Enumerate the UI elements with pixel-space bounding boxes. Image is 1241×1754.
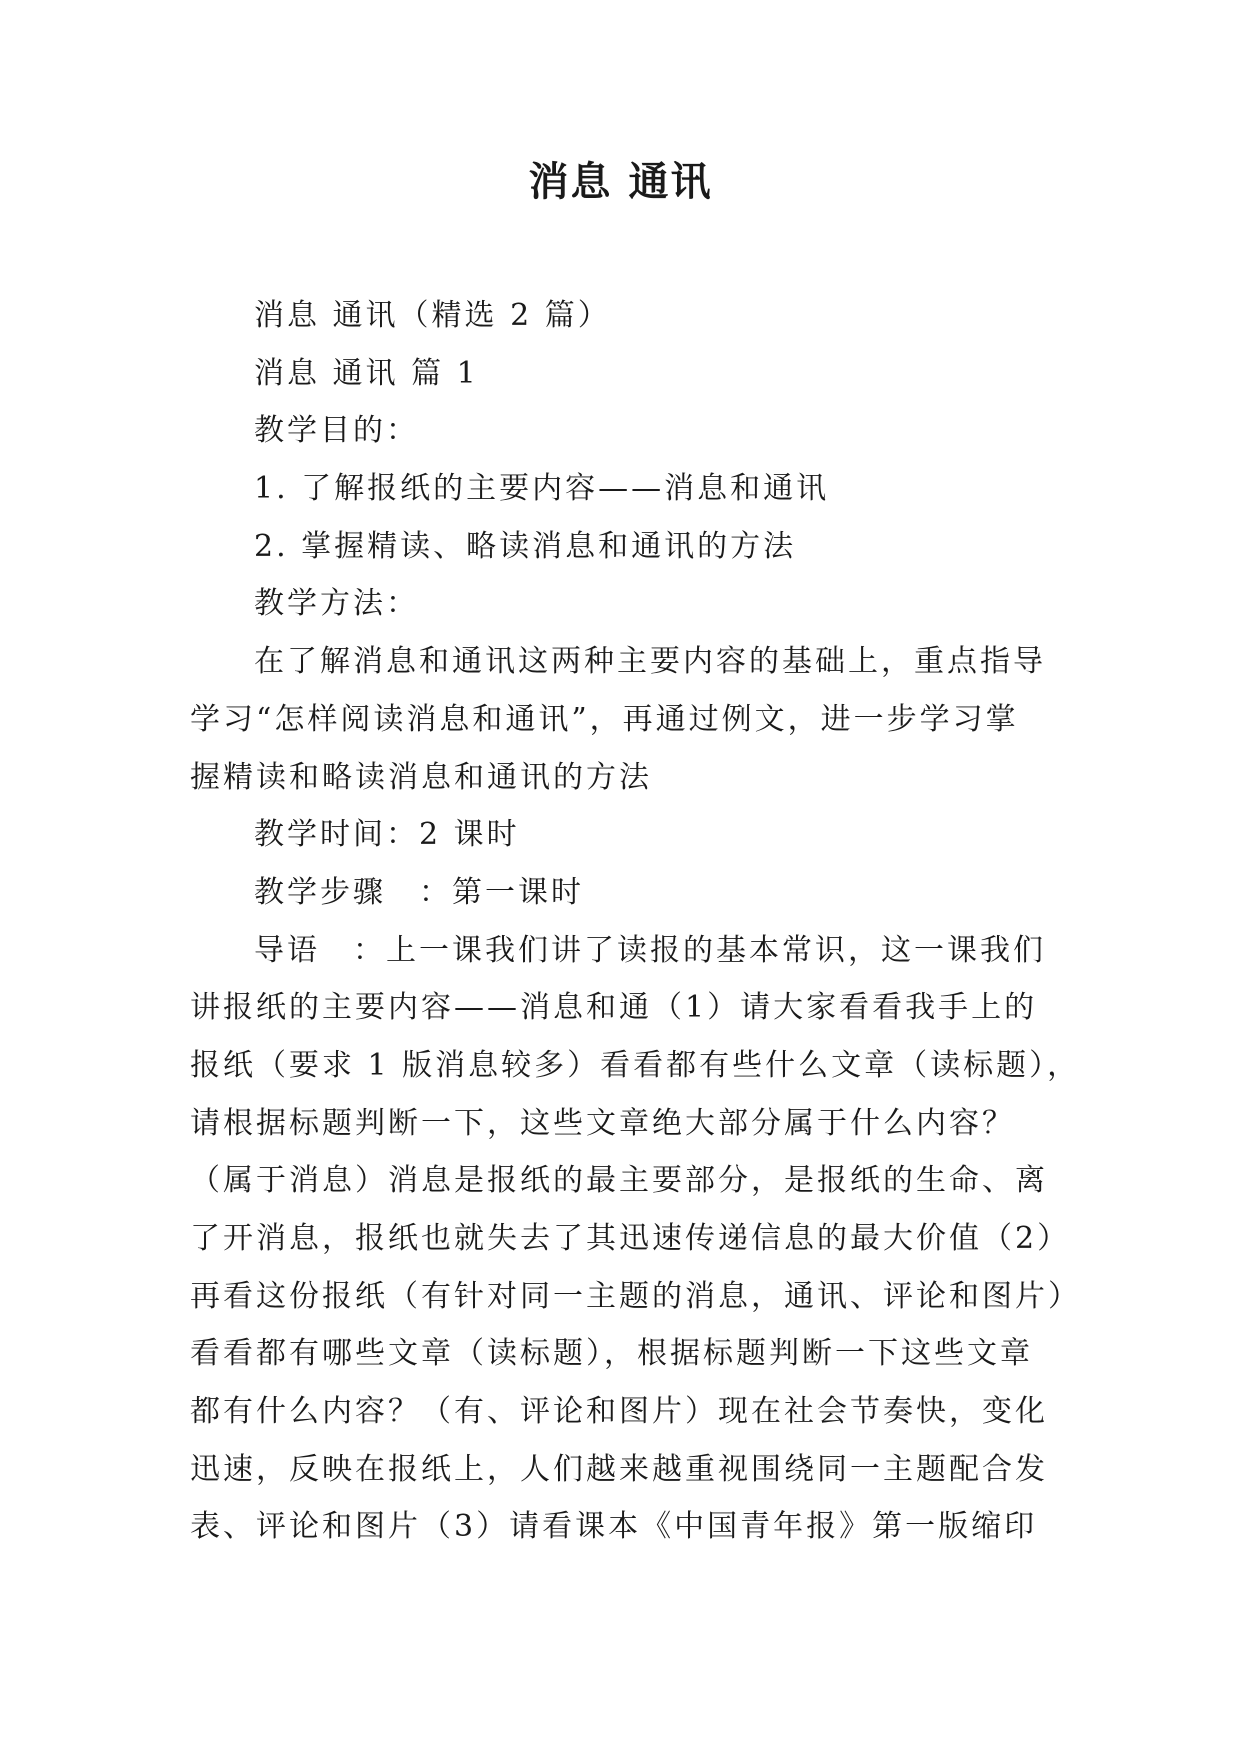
text-line: 迅速，反映在报纸上，人们越来越重视围绕同一主题配合发 [190,1451,1048,1487]
document-body [190,287,1081,1556]
text-line: 教学目的： [254,413,419,449]
text-line: 看看都有哪些文章（读标题），根据标题判断一下这些文章 [190,1336,1033,1372]
text-line: 握精读和略读消息和通讯的方法 [190,759,652,795]
text-line: 消息 通讯 篇 1 [254,355,479,391]
text-line: 请根据标题判断一下，这些文章绝大部分属于什么内容？ [190,1105,1015,1141]
text-line: 报纸（要求 1 版消息较多）看看都有些什么文章（读标题）， [190,1047,1081,1083]
text-line: 教学步骤 ：第一课时 [254,874,584,910]
text-line: 在了解消息和通讯这两种主要内容的基础上，重点指导 [254,644,1046,680]
text-line: 教学时间：2 课时 [254,817,520,853]
text-line: 消息 通讯（精选 2 篇） [254,298,611,333]
text-line: 2. 掌握精读、略读消息和通讯的方法 [254,528,797,564]
document-title: 消息 通讯 [528,159,713,205]
text-line: 都有什么内容？（有、评论和图片）现在社会节奏快，变化 [190,1394,1048,1430]
text-line: 讲报纸的主要内容——消息和通（1）请大家看看我手上的 [190,990,1038,1026]
text-line: 学习“怎样阅读消息和通讯”，再通过例文，进一步学习掌 [190,701,1019,737]
text-line: 1. 了解报纸的主要内容——消息和通讯 [254,471,830,507]
text-line: 了开消息，报纸也就失去了其迅速传递信息的最大价值（2） [190,1221,1071,1256]
text-line: （属于消息）消息是报纸的最主要部分，是报纸的生命、离 [190,1163,1048,1199]
text-line: 再看这份报纸（有针对同一主题的消息，通讯、评论和图片） [190,1278,1081,1314]
text-line: 教学方法： [254,586,419,622]
text-line: 表、评论和图片（3）请看课本《中国青年报》第一版缩印 [190,1509,1038,1545]
text-line: 导语 ：上一课我们讲了读报的基本常识，这一课我们 [254,932,1046,968]
